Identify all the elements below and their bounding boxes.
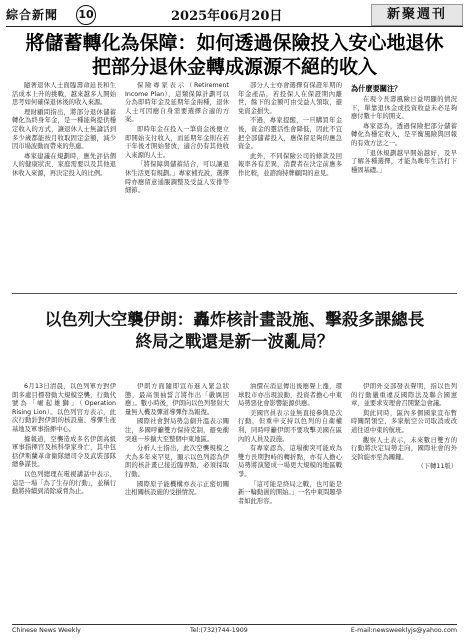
- paragraph: 此外，不同保險公司的條款及回報率各有差異，消費者在決定前應多作比較，並諮詢持牌顧問的意見。: [238, 152, 342, 177]
- paragraph: 與此同時，區內多個國家宣布暫時關閉領空，多家航空公司取消或改道往返中東的航班。: [351, 409, 457, 434]
- paragraph: 部分人士亦會選擇有保證年期的年金產品，若投保人在保證期內離世，餘下的金額可由受益人領取，避免資金損失。: [238, 82, 342, 115]
- article2-body: [12, 383, 457, 618]
- footer-email[interactable]: E-mail:newsweeklyjs@yahoo.com: [350, 627, 457, 634]
- page-footer: [12, 624, 457, 637]
- paragraph: 以色列總理在電視講話中表示，這是一場「為了生存的行動」，並稱行動將持續到消除威脅為止。: [12, 470, 116, 496]
- article1-column-1: [12, 82, 116, 277]
- article2-column-3: [238, 383, 342, 618]
- section-name: 綜合新聞: [6, 8, 59, 22]
- paragraph: 分析人士指出，此次空襲規模之大為多年來罕見，顯示以色列認為伊朗的核計畫已接近臨界點，必須採取行動。: [125, 445, 229, 478]
- paragraph: 專家建議在規劃時，應先評估個人的健康狀況、家庭需要以及其他退休收入來源，再決定投入的比例。: [12, 152, 116, 177]
- paragraph: 理財顧問指出，將部分退休儲蓄轉化為終身年金，是一種能夠提供穩定收入的方式，讓退休人士無論活到多少歲都能按月收取固定金額，減少因市場波動而帶來的焦慮。: [12, 108, 116, 151]
- article1-column-2: [125, 82, 229, 277]
- paragraph: 國際社會對局勢急劇升溫表示關注，多國呼籲雙方保持克制，避免衝突進一步擴大至整個中東地區。: [125, 418, 229, 443]
- paragraph: 「這可能是終局之戰，也可能是新一輪動盪的開始。」一名中東問題學者如此形容。: [238, 480, 342, 505]
- article2-headline: [0, 309, 469, 353]
- paragraph: 隨著退休人士面臨壽命延長和生活成本上升的挑戰，越來越多人開始思考如何確保退休後的收入來源。: [12, 82, 116, 107]
- paragraph: 專家認為，透過保險把部分儲蓄轉化為穩定收入，是平衡風險與回報的有效方法之一。: [351, 122, 457, 147]
- paragraph: 在現今長壽風險日益明顯的情況下，單靠退休金或投資收益未必足夠應付數十年的開支。: [351, 96, 457, 121]
- paragraph: 6月13日清晨，以色列軍方對伊朗多處目標發動大規模空襲，行動代號為「崛起雄獅」（Operation Rising Lion）。以色列官方表示，此次行動針對伊朗的核設施、導彈生產基地及軍事指揮中心。: [12, 383, 116, 433]
- subheading: 為什麼要關注？: [351, 84, 402, 93]
- footer-telephone: Tel:(732)744-1909: [190, 627, 248, 634]
- paragraph: 保險專家表示（Retirement Income Plan），這類保障計劃可以分為即時年金及延期年金兩種，退休人士可因應自身需要選擇合適的方案。: [125, 82, 229, 124]
- footer-publication: Chinese News Weekly: [12, 627, 81, 634]
- paragraph: 「將保障與儲蓄結合，可以讓退休生活更有規劃。」專家補充說，選擇時亦應留意通脹調整及受益人安排等細節。: [125, 161, 229, 195]
- paragraph: 「退休規劃越早開始越好，及早了解各種選擇，才能為晚年生活打下穩固基礎。」: [351, 149, 457, 174]
- article1-headline: [0, 31, 469, 79]
- page-header: [6, 4, 463, 27]
- paragraph: 伊朗方面隨即宣布進入緊急狀態，最高領袖誓言將作出「嚴厲回應」。數小時後，伊朗向以色列發射大量無人機及彈道導彈作為報復。: [125, 383, 229, 416]
- article1-column-3: [238, 82, 342, 277]
- article1-headline-line1: 將儲蓄轉化為保障：如何透過保險投入安心地退休: [25, 32, 444, 54]
- paragraph: 伊朗外交部發表聲明，指以色列的行動嚴重違反國際法及聯合國憲章，並要求安理會召開緊急會議。: [351, 383, 457, 408]
- paragraph: 有專家認為，這場衝突可能成為雙方長期對峙的轉折點，亦有人擔心局勢將演變成一場更大規模的地區戰爭。: [238, 445, 342, 478]
- paragraph: 據報道，空襲造成多名伊朗高級軍事指揮官及核科學家身亡，其中包括伊斯蘭革命衛隊總司令及武裝部隊總參謀長。: [12, 435, 116, 469]
- paragraph: 油價在消息傳出後應聲上漲，環球股市亦出現波動，投資者擔心中東局勢惡化會影響能源供應。: [238, 383, 342, 408]
- paragraph: 美國官員表示並無直接參與是次行動，但重申支持以色列的自衛權利，同時呼籲伊朗不要攻擊美國在區內的人員及設施。: [238, 409, 342, 443]
- article2-column-4: [351, 383, 457, 618]
- article1-column-4: [351, 82, 457, 277]
- article2-column-2: [125, 383, 229, 618]
- paragraph: 國際原子能機構亦表示正密切關注相關核設施的受損情況。: [125, 480, 229, 497]
- article2-column-1: [12, 383, 116, 618]
- article1-headline-line2: 把部分退休金轉成源源不絕的收入: [91, 56, 377, 78]
- article1-body: [12, 82, 457, 277]
- paragraph: 不過，專家提醒，一旦購買年金後，資金的靈活性會降低，因此不宜把全部儲蓄投入，應保留足夠的應急資金。: [238, 117, 342, 151]
- article2-headline-line2: 終局之戰還是新一波亂局？: [135, 332, 334, 351]
- issue-date: 2025年06月20日: [171, 9, 283, 24]
- article2-headline-line1: 以色列大空襲伊朗：轟炸核計畫設施、擊殺多課總長: [44, 310, 425, 329]
- continued-note: （下轉11版）: [417, 463, 457, 471]
- paragraph: 即時年金在投入一筆資金後便立即開始支付收入，而延期年金則在若干年後才開始發放，適合仍有其他收入來源的人士。: [125, 125, 229, 159]
- paragraph: 觀察人士表示，未來數日雙方的行動將決定局勢走向，國際社會的外交斡旋亦至為關鍵。: [351, 436, 457, 461]
- page-number: 10: [76, 5, 96, 25]
- masthead: 新聚週刊: [371, 4, 463, 26]
- section-divider: [12, 293, 457, 294]
